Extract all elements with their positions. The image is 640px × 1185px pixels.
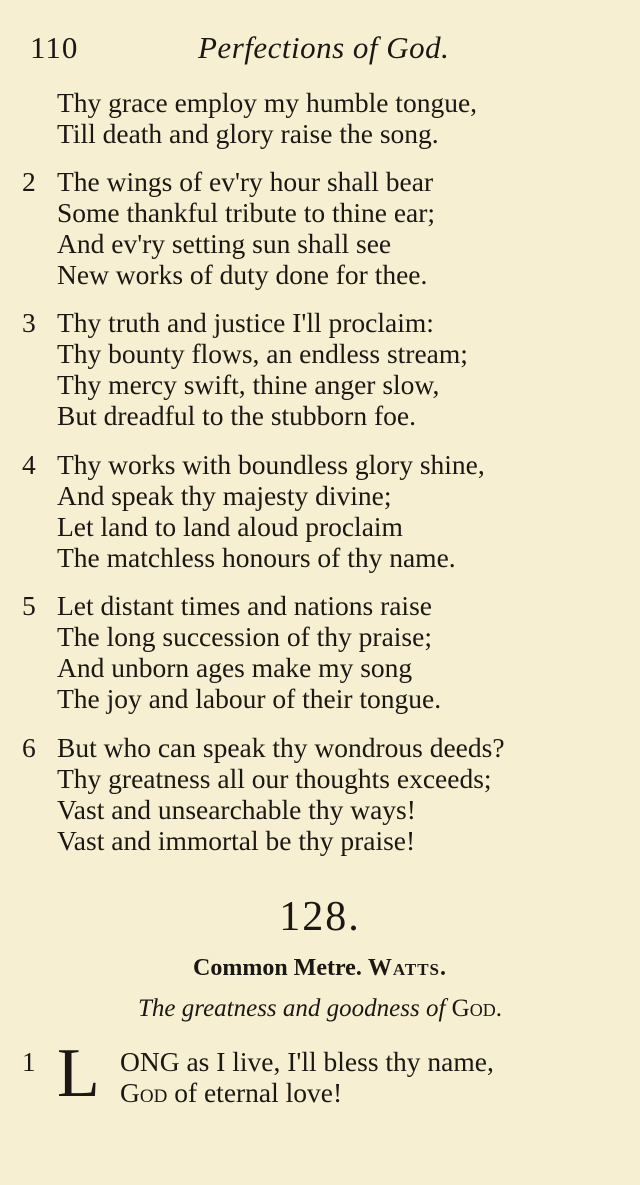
verse-line: Thy greatness all our thoughts exceeds; xyxy=(57,763,492,794)
page-number: 110 xyxy=(30,30,79,65)
stanza-number: 2 xyxy=(22,166,36,197)
stanza-3 xyxy=(22,307,622,431)
stanza-4 xyxy=(22,449,622,573)
verse-line: God of eternal love! xyxy=(120,1077,343,1108)
verse-line: But dreadful to the stubborn foe. xyxy=(57,400,416,431)
stanza-number: 5 xyxy=(22,590,36,621)
verse-line: And ev'ry setting sun shall see xyxy=(57,228,392,259)
verse-line: Thy bounty flows, an endless stream; xyxy=(57,338,468,369)
hymn-metre xyxy=(0,955,640,982)
verse-line: And unborn ages make my song xyxy=(57,652,413,683)
page-header xyxy=(30,30,610,74)
subtitle-god: God. xyxy=(451,995,502,1022)
verse-line: 2 The wings of ev'ry hour shall bear xyxy=(22,166,434,197)
hymn-author: Watts. xyxy=(367,955,447,981)
stanza-5 xyxy=(22,590,622,714)
subtitle-text: The greatness and goodness of xyxy=(138,995,446,1022)
stanza-continuation xyxy=(22,87,622,149)
verse-line: 6 But who can speak thy wondrous deeds? xyxy=(22,732,505,763)
verse-line: And speak thy majesty divine; xyxy=(57,480,392,511)
hymn-128-stanza-1 xyxy=(22,1035,622,1113)
verse-line: 3 Thy truth and justice I'll proclaim: xyxy=(22,307,434,338)
verse-line: 4 Thy works with boundless glory shine, xyxy=(22,449,485,480)
stanza-6 xyxy=(22,732,622,856)
drop-cap: L xyxy=(57,1035,100,1112)
verse-line: Some thankful tribute to thine ear; xyxy=(57,197,436,228)
hymn-subtitle xyxy=(0,995,640,1023)
verse-line: Till death and glory raise the song. xyxy=(57,118,439,149)
hymn-number: 128. xyxy=(279,894,361,940)
metre-label: Common Metre. xyxy=(193,955,362,981)
verse-line: Vast and unsearchable thy ways! xyxy=(57,794,416,825)
verse-line: Let land to land aloud proclaim xyxy=(57,511,403,542)
verse-line: Thy mercy swift, thine anger slow, xyxy=(57,369,440,400)
verse-line: 5 Let distant times and nations raise xyxy=(22,590,432,621)
verse-line: The joy and labour of their tongue. xyxy=(57,683,442,714)
verse-line: Thy grace employ my humble tongue, xyxy=(57,87,478,118)
verse-line: ONG as I live, I'll bless thy name, xyxy=(120,1046,494,1077)
verse-line: The matchless honours of thy name. xyxy=(57,542,456,573)
stanza-number: 4 xyxy=(22,449,36,480)
stanza-2 xyxy=(22,166,622,290)
stanza-number: 1 xyxy=(22,1047,36,1077)
running-title: Perfections of God. xyxy=(198,30,450,65)
stanza-number: 6 xyxy=(22,732,36,763)
verse-line: Vast and immortal be thy praise! xyxy=(57,825,416,856)
verse-line: The long succession of thy praise; xyxy=(57,621,432,652)
verse-line: New works of duty done for thee. xyxy=(57,259,428,290)
stanza-number: 3 xyxy=(22,307,36,338)
